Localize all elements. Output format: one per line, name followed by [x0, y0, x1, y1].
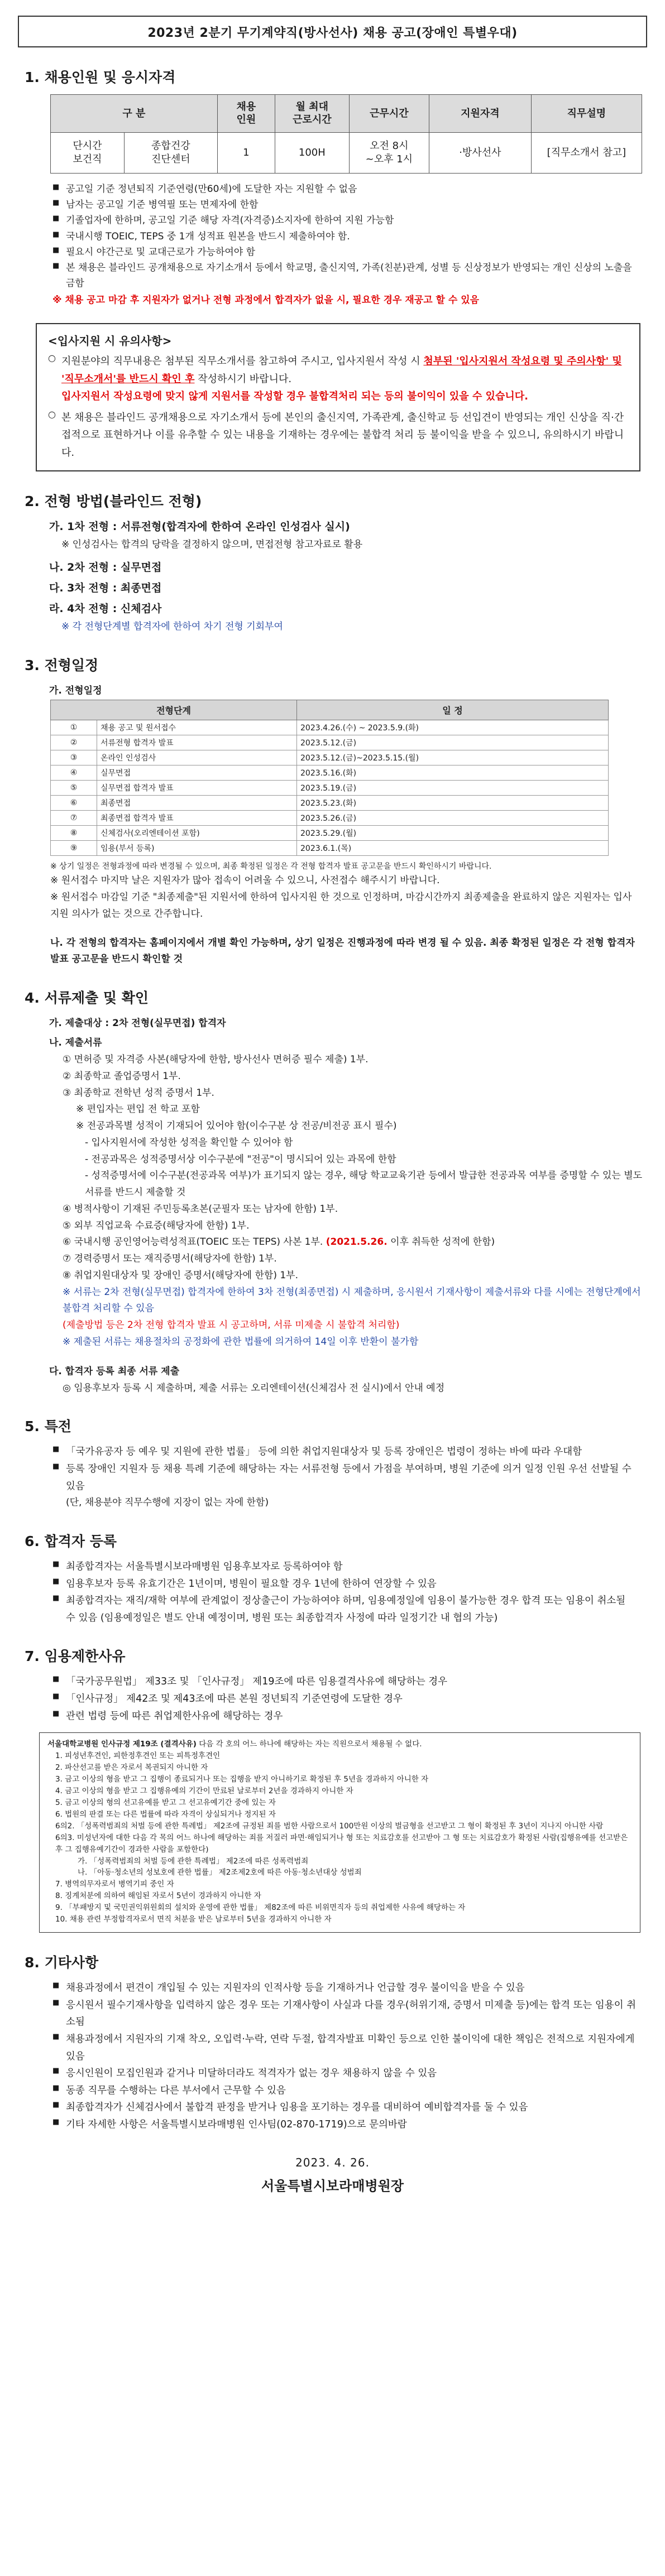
- th-work-hours: 근무시간: [349, 95, 429, 133]
- th-max-hours: 월 최대 근로시간: [275, 95, 349, 133]
- list-item: ① 면허증 및 자격증 사본(해당자에 한함, 방사선사 면허증 필수 제출) 1부.: [63, 1054, 369, 1066]
- table-row: ⑥ 최종면접 2023.5.23.(화): [51, 795, 609, 810]
- section-7-heading: 7. 임용제한사유: [25, 1648, 126, 1665]
- section-1-heading: 1. 채용인원 및 응시자격: [25, 69, 176, 85]
- submission-docs-heading: 나. 제출서류: [49, 1037, 102, 1049]
- table-row: ① 채용 공고 및 원서접수 2023.4.26.(수) ~ 2023.5.9.(화): [51, 720, 609, 735]
- list-item: ■ 「인사규정」 제42조 및 제43조에 따른 본원 정년퇴직 기준연령에 도달한 경우: [52, 1691, 637, 1708]
- list-item: ■ 「국가유공자 등 예우 및 지원에 관한 법률」 등에 의한 취업지원대상자 및 등록 장애인은 법령이 정하는 바에 따라 우대함: [52, 1443, 637, 1461]
- list-item: 가. 「성폭력범죄의 처벌 등에 관한 특례법」 제2조에 따른 성폭력범죄: [78, 1856, 309, 1866]
- cell-max-hours: 100H: [275, 132, 349, 174]
- re-announcement-note: ※ 채용 공고 마감 후 지원자가 없거나 전형 과정에서 합격자가 없을 시, 필요한 경우 재공고 할 수 있음: [52, 294, 480, 306]
- list-item: - 전공과목은 성적증명서상 이수구분에 "전공"이 명시되어 있는 과목에 한함: [85, 1153, 396, 1165]
- application-notice-box: [36, 323, 640, 471]
- cell-work-hours: 오전 8시 ~오후 1시: [349, 132, 429, 174]
- list-item: ⑦ 경력증명서 또는 재직증명서(해당자에 한함) 1부.: [63, 1253, 277, 1265]
- section-8-heading: 8. 기타사항: [25, 1954, 99, 1971]
- table-row: ④ 실무면접 2023.5.16.(화): [51, 765, 609, 780]
- list-item: 7. 병역의무자로서 병역기피 중인 자: [55, 1880, 174, 1889]
- schedule-note-3: ※ 원서접수 마감일 기준 "최종제출"된 지원서에 한하여 입사지원 한 것으로 인정하며, 마감시간까지 최종제출을 완료하지 않은 지원자는 입사지원 의사가 없는 것으로 간주합니다.: [50, 892, 632, 919]
- section-8-bullets: [52, 1980, 637, 2134]
- section-1-bullets: [52, 181, 643, 291]
- list-item: ■ 최종합격자는 서울특별시보라매병원 임용후보자로 등록하여야 함: [52, 1558, 637, 1576]
- submission-docs-list: [63, 1052, 648, 1351]
- schedule-note-2: ※ 원서접수 마지막 날은 지원자가 많아 접속이 어려울 수 있으니, 사전접수 해주시기 바랍니다.: [50, 875, 440, 887]
- list-item: ■ 등록 장애인 지원자 등 채용 특례 기준에 해당하는 자는 서류전형 등에서 가점을 부여하며, 병원 기준에 의거 일정 인원 우선 선발될 수 있음: [52, 1461, 637, 1495]
- section-6-bullets: [52, 1558, 637, 1627]
- section-5-heading: 5. 특전: [25, 1418, 71, 1435]
- final-submission-note: ◎ 임용후보자 등록 시 제출하며, 제출 서류는 오리엔테이션(신체검사 전 실시)에서 안내 예정: [63, 1382, 445, 1394]
- th-job-description: 직무설명: [531, 95, 642, 133]
- th-headcount: 채용 인원: [217, 95, 275, 133]
- list-item: ■ 공고일 기준 정년퇴직 기준연령(만60세)에 도달한 자는 지원할 수 없음: [52, 181, 643, 197]
- schedule-note-4: 나. 각 전형의 합격자는 홈페이지에서 개별 확인 가능하며, 상기 일정은 진행과정에 따라 변경 될 수 있음. 최종 확정된 일정은 각 전형 합격자 발표 공고문을 반드시 확인할 것: [50, 937, 635, 965]
- list-item: ■ 동종 직무를 수행하는 다른 부서에서 근무할 수 있음: [52, 2082, 637, 2100]
- list-item: ■ 기졸업자에 한하며, 공고일 기준 해당 자격(자격증)소지자에 한하여 지원 가능함: [52, 213, 643, 228]
- section-3-heading: 3. 전형일정: [25, 657, 99, 673]
- submission-note-blue-2: ※ 제출된 서류는 채용절차의 공정화에 관한 법률에 의거하여 14일 이후 반환이 불가함: [63, 1336, 419, 1347]
- th-date: 일 정: [297, 700, 609, 720]
- table-row: ② 서류전형 합격자 발표 2023.5.12.(금): [51, 735, 609, 750]
- page-title: 2023년 2분기 무기계약직(방사선사) 채용 공고(장애인 특별우대): [18, 16, 647, 47]
- list-item: ② 최종학교 졸업증명서 1부.: [63, 1070, 181, 1082]
- schedule-subheading: 가. 전형일정: [49, 685, 102, 696]
- list-item: ④ 병적사항이 기재된 주민등록초본(군필자 또는 남자에 한함) 1부.: [63, 1203, 338, 1215]
- list-item: ■ 관련 법령 등에 따른 취업제한사유에 해당하는 경우: [52, 1708, 637, 1725]
- list-item: ■ 본 채용은 블라인드 공개채용으로 자기소개서 등에서 학교명, 출신지역, 가족(친분)관계, 성별 등 신상정보가 반영되는 개인 신상의 노출을 금함: [52, 260, 643, 291]
- list-item: ■ 「국가공무원법」 제33조 및 「인사규정」 제19조에 따른 임용결격사유에 해당하는 경우: [52, 1673, 637, 1691]
- list-item: ■ 국내시행 TOEIC, TEPS 중 1개 성적표 원본을 반드시 제출하여야 함.: [52, 229, 643, 244]
- list-item: ※ 편입자는 편입 전 학교 포함: [76, 1104, 200, 1115]
- submission-note-red: (제출방법 등은 2차 전형 합격자 발표 시 공고하며, 서류 미제출 시 불합격 처리함): [63, 1320, 400, 1331]
- list-item: ■ 기타 자세한 사항은 서울특별시보라매병원 인사팀(02-870-1719)으로 문의바람: [52, 2116, 637, 2134]
- disqualification-list: [55, 1750, 632, 1925]
- cell-job-type: 단시간 보건직: [51, 132, 125, 174]
- submission-note-blue-1: ※ 서류는 2차 전형(실무면접) 합격자에 한하여 3차 전형(최종면접) 시 제출하며, 응시원서 기재사항이 제출서류와 다를 시에는 전형단계에서 불합격 처리할 수 있음: [63, 1286, 641, 1315]
- list-item: ※ 전공과목별 성적이 기재되어 있어야 함(이수구분 상 전공/비전공 표시 필수): [76, 1120, 397, 1132]
- th-category: 구 분: [51, 95, 218, 133]
- announcement-date: 2023. 4. 26.: [295, 2155, 370, 2169]
- list-item: 1. 피성년후견인, 피한정후견인 또는 피특정후견인: [55, 1751, 221, 1761]
- issuer-signature: 서울특별시보라매병원장: [261, 2178, 404, 2194]
- notice-paragraph-1: 지원분야의 직무내용은 첨부된 직무소개서를 참고하여 주시고, 입사지원서 작성 시 첨부된 '입사지원서 작성요령 및 주의사항' 및 '직무소개서'를 반드시 확인 후 작성하시기 바랍니다. 입사지원서 작성요령에 맞지 않게 지원서를 작성할 경우 불합격처리 되는 등의 불이익이 있을 수 있습니다.: [61, 355, 622, 403]
- notice-title: <입사지원 시 유의사항>: [48, 334, 172, 348]
- list-item: 4. 금고 이상의 형을 받고 그 집행유예의 기간이 만료된 날로부터 2년을 경과하지 아니한 자: [55, 1787, 353, 1796]
- stage-1: 가. 1차 전형 : 서류전형(합격자에 한하여 온라인 인성검사 실시): [49, 521, 350, 533]
- submission-target: 가. 제출대상 : 2차 전형(실무면접) 합격자: [49, 1018, 226, 1029]
- list-item: ⑥ 국내시행 공인영어능력성적표(TOEIC 또는 TEPS) 사본 1부. (2021.5.26. 이후 취득한 성적에 한함): [63, 1236, 495, 1248]
- list-item: ■ 채용과정에서 지원자의 기재 착오, 오입력·누락, 연락 두절, 합격자발표 미확인 등으로 인한 불이익에 대한 책임은 전적으로 지원자에게 있음: [52, 2031, 637, 2065]
- bullet-circle-icon: ○: [48, 353, 56, 364]
- table-row: ③ 온라인 인성검사 2023.5.12.(금)~2023.5.15.(월): [51, 750, 609, 765]
- schedule-note-1: ※ 상기 일정은 전형과정에 따라 변경될 수 있으며, 최종 확정된 일정은 각 전형 합격자 발표 공고문을 반드시 확인하시기 바랍니다.: [50, 861, 492, 871]
- stage-note: ※ 각 전형단계별 합격자에 한하여 차기 전형 기회부여: [61, 621, 283, 633]
- list-item: - 입사지원서에 작성한 성적을 확인할 수 있어야 함: [85, 1137, 293, 1148]
- section-6-heading: 6. 합격자 등록: [25, 1533, 117, 1549]
- cell-headcount: 1: [217, 132, 275, 174]
- list-item: ■ 채용과정에서 편견이 개입될 수 있는 지원자의 인적사항 등을 기재하거나 언급할 경우 불이익을 받을 수 있음: [52, 1980, 637, 1997]
- table-row: ⑦ 최종면접 합격자 발표 2023.5.26.(금): [51, 810, 609, 825]
- section-7-bullets: [52, 1673, 637, 1725]
- notice-paragraph-2: 본 채용은 블라인드 공개채용으로 자기소개서 등에 본인의 출신지역, 가족관계, 출신학교 등 선입견이 반영되는 개인 신상을 직·간접적으로 표현하거나 이를 유추할 수 있는 내용을 기재하는 경우에는 불합격 처리 등 불이익을 받을 수 있으니, 유의하시기 바랍니다.: [61, 411, 624, 459]
- stage-1-note: ※ 인성검사는 합격의 당락을 결정하지 않으며, 면접전형 참고자료로 활용: [61, 539, 363, 551]
- list-item: 10. 채용 관련 부정합격자로서 면직 처분을 받은 날로부터 5년을 경과하지 아니한 자: [55, 1915, 332, 1924]
- list-item: ■ 응시인원이 모집인원과 같거나 미달하더라도 적격자가 없는 경우 채용하지 않을 수 있음: [52, 2065, 637, 2082]
- th-qualification: 지원자격: [429, 95, 531, 133]
- list-item: ⑧ 취업지원대상자 및 장애인 증명서(해당자에 한함) 1부.: [63, 1269, 299, 1281]
- section-5-bullets: [52, 1443, 637, 1495]
- recruitment-table: [50, 94, 642, 174]
- disqualification-box: [39, 1732, 640, 1933]
- list-item: 6의3. 미성년자에 대한 다음 각 목의 어느 하나에 해당하는 죄를 저질러 파면·해임되거나 형 또는 치료감호를 선고받아 그 형 또는 치료감호가 확정된 사람(집행유예를 선고받은 후 그 집행유예기간이 경과한 사람을 포함한다): [55, 1833, 628, 1854]
- list-item: 2. 파산선고를 받은 자로서 복권되지 아니한 자: [55, 1763, 208, 1773]
- list-item: ③ 최종학교 전학년 성적 증명서 1부.: [63, 1087, 214, 1099]
- list-item: ■ 임용후보자 등록 유효기간은 1년이며, 병원이 필요할 경우 1년에 한하여 연장할 수 있음: [52, 1576, 637, 1593]
- th-stage: 전형단계: [51, 700, 297, 720]
- disqualification-intro: 서울대학교병원 인사규정 제19조 (결격사유) 다음 각 호의 어느 하나에 해당하는 자는 직원으로서 채용될 수 없다.: [47, 1740, 422, 1749]
- section-4-heading: 4. 서류제출 및 확인: [25, 990, 149, 1007]
- list-item: ■ 최종합격자는 재직/재학 여부에 관계없이 정상출근이 가능하여야 하며, 임용예정일에 임용이 불가능한 경우 합격 또는 임용이 취소될 수 있음 (임용예정일은 별도 안내 예정이며, 병원 또는 최종합격자 사정에 따라 일정기간 내 협의 가능): [52, 1592, 637, 1626]
- bullet-circle-icon: ○: [48, 408, 56, 420]
- list-item: ■ 최종합격자가 신체검사에서 불합격 판정을 받거나 임용을 포기하는 경우를 대비하여 예비합격자를 둘 수 있음: [52, 2099, 637, 2116]
- cell-qualification: ·방사선사: [429, 132, 531, 174]
- list-item: ■ 필요시 야간근로 및 교대근로가 가능하여야 함: [52, 244, 643, 260]
- list-item: - 성적증명서에 이수구분(전공과목 여부)가 표기되지 않는 경우, 해당 학교교육기관 등에서 발급한 전공과목 여부를 증명할 수 있는 별도 서류를 반드시 제출할 것: [85, 1170, 643, 1198]
- final-submission-heading: 다. 합격자 등록 최종 서류 제출: [49, 1365, 180, 1377]
- section-5-note: (단, 채용분야 직무수행에 지장이 없는 자에 한함): [66, 1497, 269, 1509]
- list-item: 6. 법원의 판결 또는 다른 법률에 따라 자격이 상실되거나 정지된 자: [55, 1809, 276, 1819]
- stage-2: 나. 2차 전형 : 실무면접: [49, 561, 162, 574]
- list-item: ⑤ 외부 직업교육 수료증(해당자에 한함) 1부.: [63, 1220, 250, 1231]
- schedule-table: [50, 700, 609, 856]
- cell-department: 종합건강 진단센터: [124, 132, 217, 174]
- stage-4: 라. 4차 전형 : 신체검사: [49, 603, 162, 615]
- table-row: ⑤ 실무면접 합격자 발표 2023.5.19.(금): [51, 780, 609, 795]
- list-item: ■ 남자는 공고일 기준 병역필 또는 면제자에 한함: [52, 197, 643, 213]
- list-item: ■ 응시원서 필수기재사항을 입력하지 않은 경우 또는 기재사항이 사실과 다를 경우(허위기재, 증명서 미제출 등)에는 합격 또는 임용이 취소됨: [52, 1997, 637, 2031]
- list-item: 8. 징계처분에 의하여 해임된 자로서 5년이 경과하지 아니한 자: [55, 1891, 261, 1901]
- cell-job-description: [직무소개서 참고]: [531, 132, 642, 174]
- list-item: 9. 「부패방지 및 국민권익위원회의 설치와 운영에 관한 법률」 제82조에 따른 비위면직자 등의 취업제한 사유에 해당하는 자: [55, 1903, 466, 1913]
- table-row: ⑧ 신체검사(오리엔테이션 포함) 2023.5.29.(월): [51, 825, 609, 840]
- list-item: 6의2. 「성폭력범죄의 처벌 등에 관한 특례법」 제2조에 규정된 죄를 범한 사람으로서 100만원 이상의 벌금형을 선고받고 그 형이 확정된 후 3년이 지나지 아니한 사람: [55, 1821, 604, 1831]
- stage-3: 다. 3차 전형 : 최종면접: [49, 582, 162, 595]
- table-row: ⑨ 임용(부서 등록) 2023.6.1.(목): [51, 840, 609, 855]
- list-item: 5. 금고 이상의 형의 선고유예를 받고 그 선고유예기간 중에 있는 자: [55, 1798, 276, 1807]
- list-item: 나. 「아동·청소년의 성보호에 관한 법률」 제2조제2호에 따른 아동·청소년대상 성범죄: [78, 1868, 362, 1877]
- list-item: 3. 금고 이상의 형을 받고 그 집행이 종료되거나 또는 집행을 받지 아니하기로 확정된 후 5년을 경과하지 아니한 자: [55, 1775, 429, 1784]
- section-2-heading: 2. 전형 방법(블라인드 전형): [25, 493, 202, 510]
